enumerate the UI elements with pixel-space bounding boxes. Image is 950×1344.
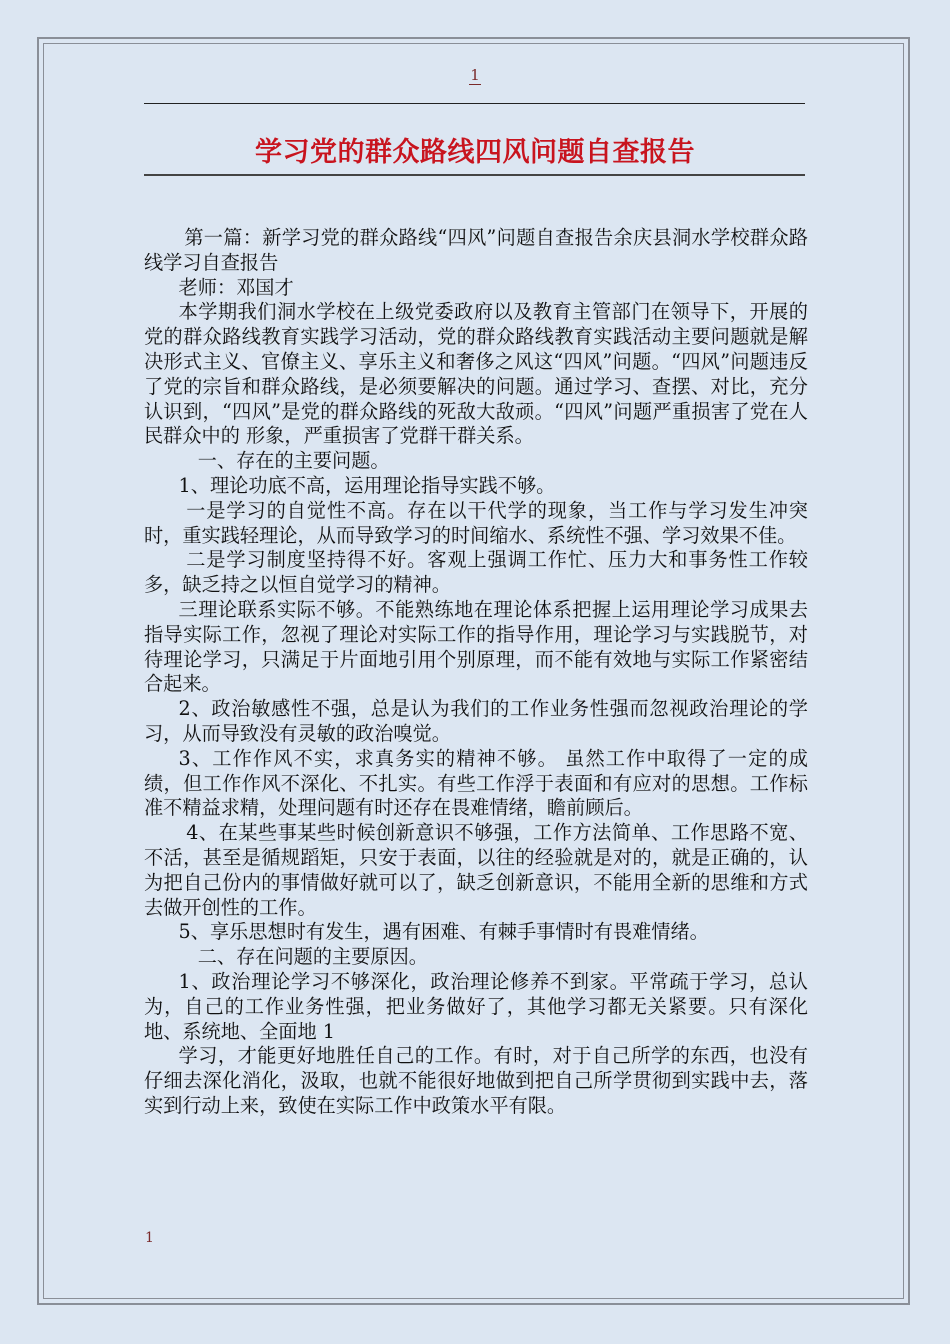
- paragraph: 二、存在问题的主要原因。: [197, 945, 428, 969]
- paragraph: 2、政治敏感性不强，总是认为我们的工作业务性强而忽视政治理论的学习，从而导致没有灵敏的政治嗅觉。: [144, 697, 808, 745]
- paragraph: 5、享乐思想时有发生，遇有困难、有棘手事情时有畏难情绪。: [178, 920, 709, 944]
- paragraph: 学习，才能更好地胜任自己的工作。有时，对于自己所学的东西，也没有仔细去深化消化，汲取，也就不能很好地做到把自己所学贯彻到实践中去，落实到行动上来，致使在实际工作中政策水平有限。: [144, 1044, 808, 1117]
- paragraph: 本学期我们洞水学校在上级党委政府以及教育主管部门在领导下，开展的党的群众路线教育实践学习活动，党的群众路线教育实践活动主要问题就是解决形式主义、官僚主义、享乐主义和奢侈之风这“四风”问题。“四风”问题违反了党的宗旨和群众路线，是必须要解决的问题。通过学习、查摆、对比，充分认识到，“四风”是党的群众路线的死敌大敌顽。“四风”问题严重损害了党在人民群众中的 形象，严重损害了党群干群关系。: [144, 300, 808, 448]
- header-divider: [144, 103, 805, 104]
- paragraph: 一是学习的自觉性不高。存在以干代学的现象，当工作与学习发生冲突时，重实践轻理论，从而导致学习的时间缩水、系统性不强、学习效果不佳。: [144, 498, 808, 547]
- title-divider: [144, 174, 805, 176]
- paragraph: 老师：邓国才: [178, 275, 294, 299]
- paragraph: 二是学习制度坚持得不好。客观上强调工作忙、压力大和事务性工作较多，缺乏持之以恒自觉学习的精神。: [144, 548, 808, 597]
- paragraph: 1、政治理论学习不够深化，政治理论修养不到家。平常疏于学习，总认为，自己的工作业务性强，把业务做好了，其他学习都无关紧要。只有深化地、系统地、全面地 1: [144, 969, 808, 1043]
- document-title: 学习党的群众路线四风问题自查报告: [255, 137, 695, 168]
- paragraph: 三理论联系实际不够。不能熟练地在理论体系把握上运用理论学习成果去指导实际工作，忽视了理论对实际工作的指导作用，理论学习与实践脱节，对待理论学习，只满足于片面地引用个别原理，而不能有效地与实际工作紧密结合起来。: [144, 597, 808, 696]
- paragraph: 一、存在的主要问题。: [197, 449, 390, 473]
- paragraph: 4、在某些事某些时候创新意识不够强，工作方法简单、工作思路不宽、不活，甚至是循规蹈矩，只安于表面，以往的经验就是对的，就是正确的，认为把自己份内的事情做好就可以了，缺乏创新意识，不能用全新的思维和方式去做开创性的工作。: [144, 821, 808, 919]
- header-page-number: [0, 66, 950, 84]
- paragraph: 第一篇：新学习党的群众路线“四风”问题自查报告余庆县洞水学校群众路线学习自查报告: [144, 226, 808, 274]
- header-page-number-text: 1: [470, 66, 480, 84]
- paragraph: 3、工作作风不实，求真务实的精神不够。 虽然工作中取得了一定的成绩，但工作作风不深化、不扎实。有些工作浮于表面和有应对的思想。工作标准不精益求精，处理问题有时还存在畏难情绪，瞻前顾后。: [144, 746, 808, 820]
- document-body: [144, 226, 808, 1119]
- paragraph: 1、理论功底不高，运用理论指导实践不够。: [178, 473, 556, 497]
- footer-page-number: 1: [145, 1230, 154, 1246]
